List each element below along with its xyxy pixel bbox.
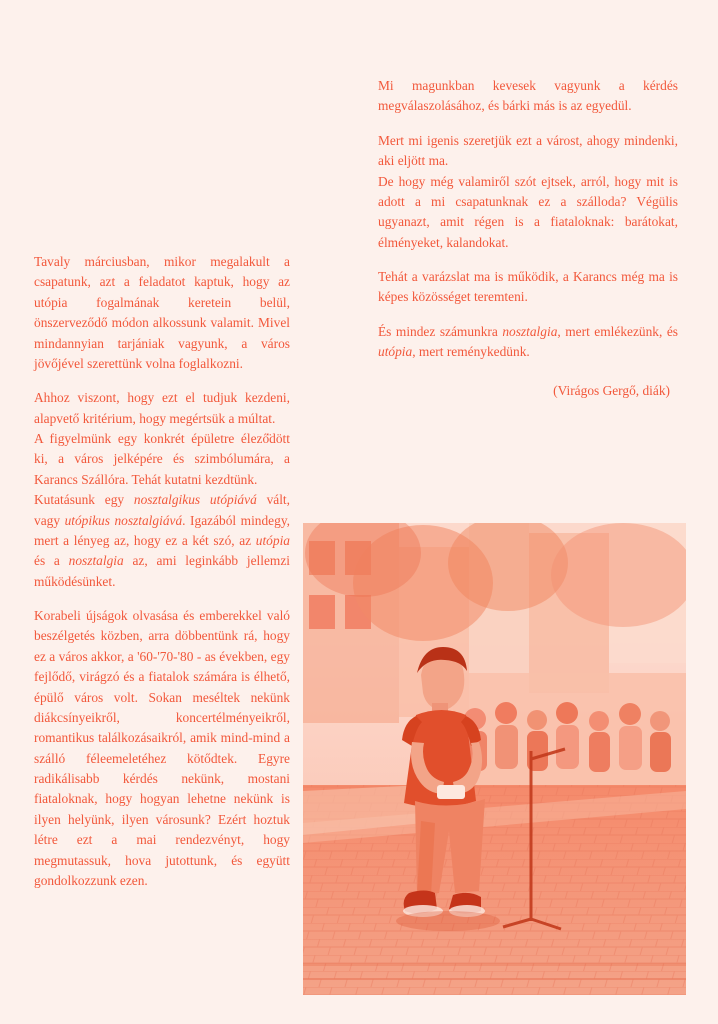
p4-italic-1: nosztalgikus utópiává	[133, 492, 257, 508]
paragraph-spacer	[34, 374, 290, 388]
event-photo	[303, 523, 686, 995]
p4-text-a: Kutatásunk egy	[34, 492, 134, 508]
paragraph-4	[34, 490, 290, 592]
paragraph-spacer-2	[34, 592, 290, 606]
p4-text-c: . Igazából mindegy, mert a lényeg az, hogy ez a két szó, az	[34, 512, 290, 548]
paragraph-5: Korabeli újságok olvasása és emberekkel való beszélgetés közben, arra döbbentünk rá, hogy ez a város akkor, a '60-'70-'80 - as években, egy fejlődő, virágzó és a fiatalok számára is élhető, épülő város volt. Sokan meséltek nekünk diákcsínyeikről, koncertélményeikről, romantikus találkozásaikról, amik mind-mind a szálló féleemeletéhez kötődtek. Egyre radikálisabb kérdés nekünk, mostani fiataloknak, hogy hogyan lehetne nekünk is ilyen helyünk, ilyen városunk? Ezért hoztuk létre ezt a mai rendezvényt, hogy megmutassuk, hova jutottunk, és együtt gondolkozzunk ezen.	[34, 608, 290, 888]
author-signature: (Virágos Gergő, diák)	[553, 382, 670, 398]
right-paragraph-3: De hogy még valamiről szót ejtsek, arról, hogy mit is adott a mi csapatunknak ez a szálloda? Végülis ugyanazt, amit régen is a fiataloknak: barátokat, élményeket, kalandokat.	[378, 173, 678, 250]
p4-italic-2: utópikus nosztalgiává	[64, 512, 183, 528]
p5-text-c: , mert reménykedünk.	[412, 344, 530, 360]
right-spacer-2	[378, 253, 678, 267]
paragraph-1: Tavaly márciusban, mikor megalakult a csapatunk, azt a feladatot kaptuk, hogy az utópia fogalmának keretein belül, önszerveződő módon alkossunk valamit. Mivel mindannyian tarjániak vagyunk, a város jövőjével szerettünk volna foglalkozni.	[34, 254, 290, 371]
p5-text-b: , mert emlékezünk, és	[557, 323, 678, 339]
p5-italic-1: nosztalgia	[502, 323, 558, 339]
p4-italic-4: nosztalgia	[68, 553, 124, 569]
p4-text-d: és a	[34, 553, 69, 569]
right-spacer-1	[378, 117, 678, 131]
paragraph-3: A figyelmünk egy konkrét épületre élező̈dött ki, a város jelképére és szimbólumára, a Karancs Szállóra. Tehát kutatni kezdtünk.	[34, 431, 290, 487]
p5-italic-2: utópia	[378, 344, 413, 360]
p4-text-b: vált, vagy	[34, 492, 290, 528]
right-text-column	[378, 76, 678, 401]
p5-text-a: És mindez számunkra	[378, 323, 503, 339]
right-paragraph-5	[378, 322, 678, 363]
paragraph-2: Ahhoz viszont, hogy ezt el tudjuk kezdeni, alapvető kritérium, hogy megértsük a múltat.	[34, 390, 290, 426]
p4-text-e: az, ami leginkább jellemzi működésünket.	[34, 553, 291, 589]
p4-italic-3: utópia	[255, 532, 290, 548]
right-paragraph-1: Mi magunkban kevesek vagyunk a kérdés megválaszolásához, és bárki más is az egyedül.	[378, 78, 678, 114]
right-paragraph-4: Tehát a varázslat ma is működik, a Karancs még ma is képes közösséget teremteni.	[378, 269, 678, 305]
right-spacer-3	[378, 308, 678, 322]
photo-illustration	[303, 523, 686, 995]
right-paragraph-2: Mert mi igenis szeretjük ezt a várost, ahogy mindenki, aki eljött ma.	[378, 132, 678, 169]
left-text-column	[34, 252, 290, 891]
